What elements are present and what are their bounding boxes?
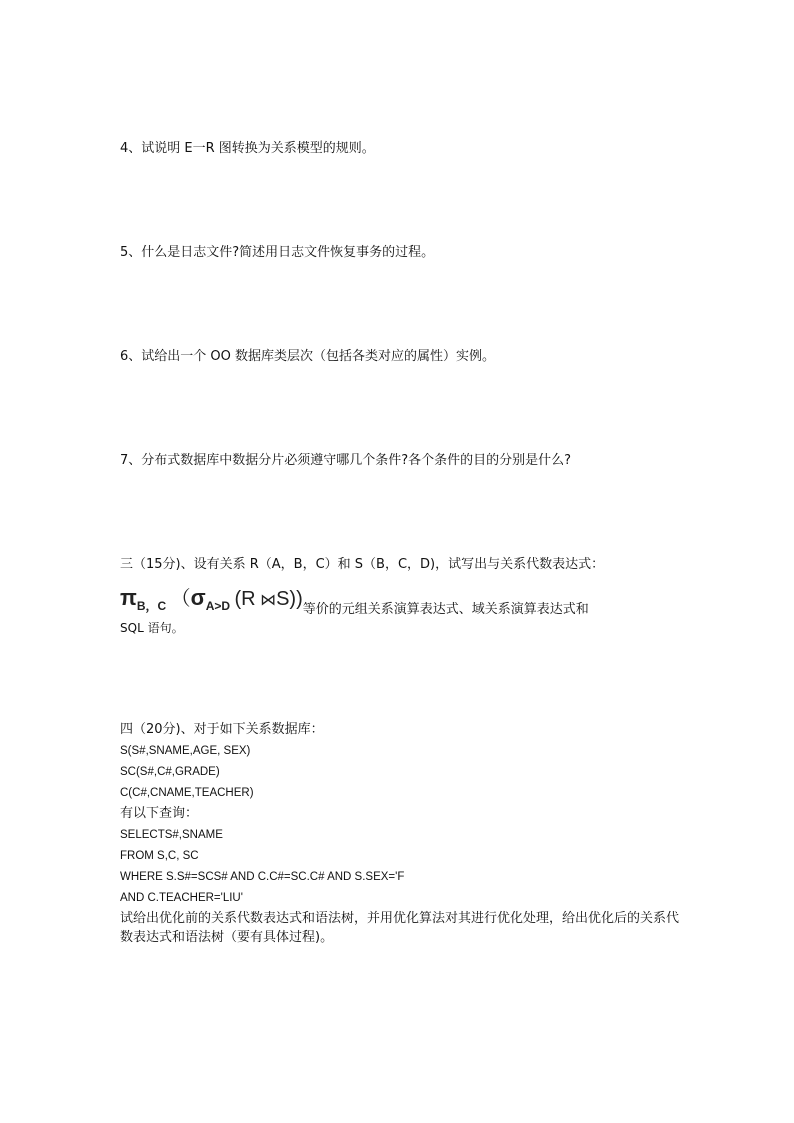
sql-statement-text: SQL 语句。 <box>120 621 184 635</box>
formula-line <box>120 580 589 617</box>
sql-from: FROM S,C, SC <box>120 850 199 862</box>
formula-pi-subscript: B，C <box>136 599 167 613</box>
relation-c: C(C#,CNAME,TEACHER) <box>120 787 254 799</box>
formula-r: (R <box>234 588 256 610</box>
formula-join-symbol: ⋈ <box>260 592 277 609</box>
question-7: 7、分布式数据库中数据分片必须遵守哪几个条件?各个条件的目的分别是什么? <box>120 453 572 468</box>
formula-sigma-subscript: A>D <box>205 599 231 613</box>
section-3-title: 三（15分)、设有关系 R（A，B，C）和 S（B，C，D)，试写出与关系代数表达式： <box>120 557 605 572</box>
query-intro: 有以下查询： <box>120 806 199 821</box>
question-4: 4、试说明 E一R 图转换为关系模型的规则。 <box>120 141 375 156</box>
formula-sigma: σ <box>190 585 206 610</box>
formula-open-paren: （ <box>170 588 191 610</box>
formula-s: S)) <box>276 588 303 610</box>
section-4-title: 四（20分)、对于如下关系数据库： <box>120 722 324 737</box>
sql-select: SELECTS#,SNAME <box>120 829 223 841</box>
section-4-instructions: 试给出优化前的关系代数表达式和语法树，并用优化算法对其进行优化处理，给出优化后的关系代数表达式和语法树（要有具体过程)。 <box>120 911 680 945</box>
formula-pi: π <box>120 585 137 610</box>
question-5: 5、什么是日志文件?简述用日志文件恢复事务的过程。 <box>120 245 435 260</box>
question-6: 6、试给出一个 OO 数据库类层次（包括各类对应的属性）实例。 <box>120 349 496 364</box>
relation-s: S(S#,SNAME,AGE, SEX) <box>120 745 251 757</box>
relational-algebra-formula <box>120 582 303 614</box>
relation-sc: SC(S#,C#,GRADE) <box>120 766 220 778</box>
formula-tail-text: 等价的元组关系演算表达式、域关系演算表达式和 <box>302 602 589 617</box>
sql-where: WHERE S.S#=SCS# AND C.C#=SC.C# AND S.SEX='F <box>120 871 405 883</box>
sql-and: AND C.TEACHER='LIU' <box>120 892 243 904</box>
